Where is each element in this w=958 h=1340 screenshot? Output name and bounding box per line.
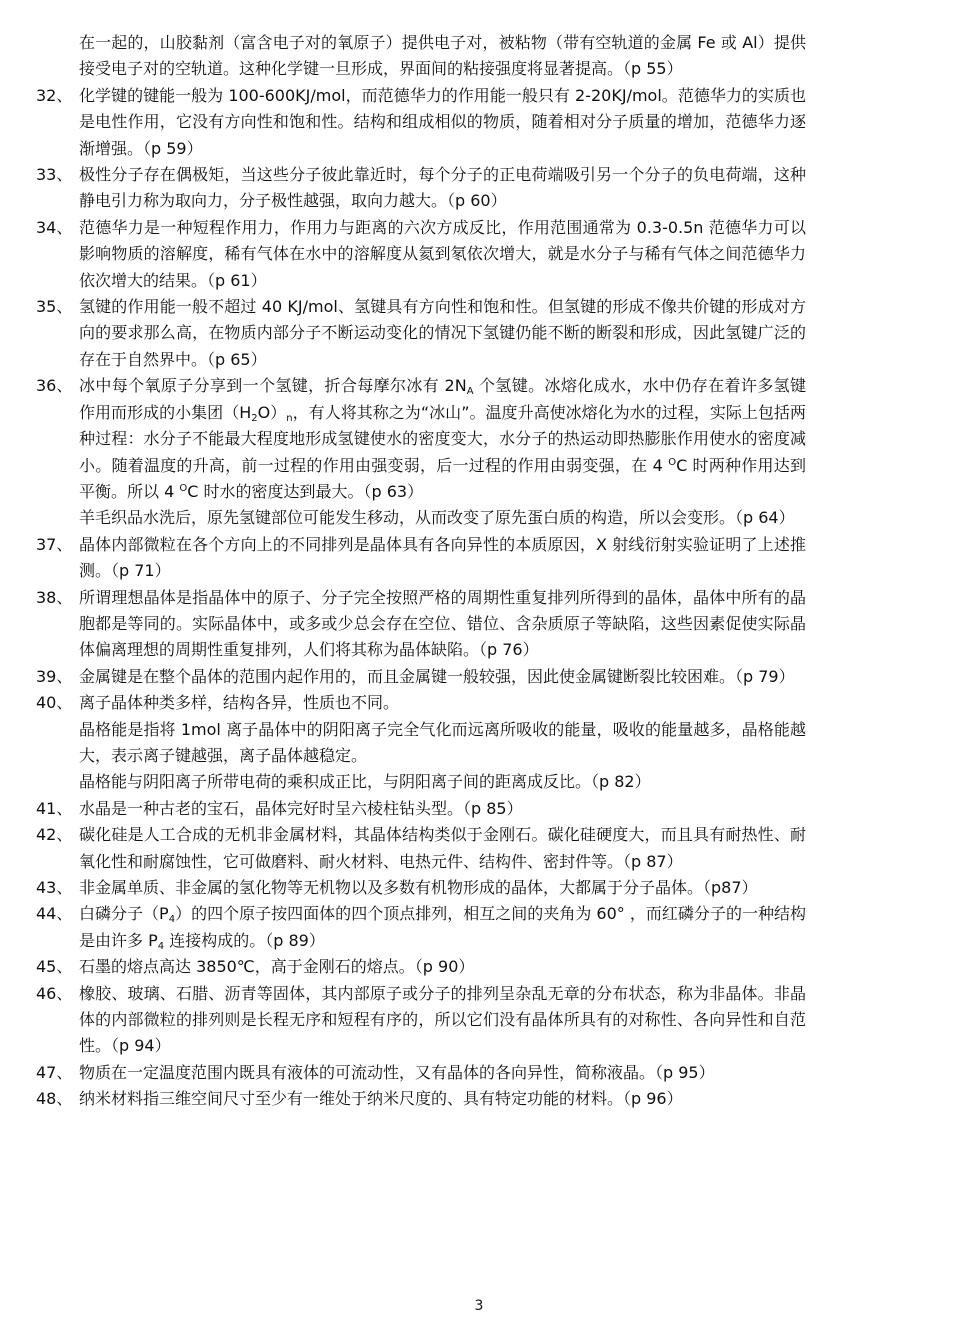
item-text: 石墨的熔点高达 3850℃，高于金刚石的熔点。（p 90）: [79, 957, 475, 977]
item-text: 非金属单质、非金属的氢化物等无机物以及多数有机物形成的晶体，大都属于分子晶体。（p87）: [79, 878, 758, 897]
text-run: ）的四个原子按四面体的四个顶点排列，相互之间的夹角为 60° ，而红磷分子的一种结构是由许多 P: [79, 904, 806, 950]
item-text: 物质在一定温度范围内既具有液体的可流动性，又有晶体的各向异性，简称液晶。（p 95）: [79, 1062, 715, 1082]
list-item-38: [36, 585, 806, 664]
item-subparagraph: 晶格能与阴阳离子所带电荷的乘积成正比，与阴阳离子间的距离成反比。（p 82）: [79, 772, 651, 792]
text-run: C 时水的密度达到最大。（p 63）: [187, 481, 424, 501]
item-text: 晶体内部微粒在各个方向上的不同排列是晶体具有各向异性的本质原因，X 射线衍射实验证明了上述推测。（p 71）: [79, 534, 806, 581]
item-text: 化学键的键能一般为 100-600KJ/mol，而范德华力的作用能一般只有 2-20KJ/mol。范德华力的实质也是电性作用，它没有方向性和饱和性。结构和组成相似的物质，随着相对分子质量的增加，范德华力逐渐增强。（p 59）: [79, 85, 806, 158]
list-item-34: [36, 215, 806, 294]
item-number: 33、: [36, 165, 73, 185]
item-paragraph: 离子晶体种类多样，结构各异，性质也不同。: [79, 693, 400, 713]
item-text: 氢键的作用能一般不超过 40 KJ/mol、氢键具有方向性和饱和性。但氢键的形成不像共价键的形成对方向的要求那么高，在物质内部分子不断运动变化的情况下氢键仍能不断的断裂和形成，因此氢键广泛的存在于自然界中。（p 65）: [79, 297, 806, 369]
superscript: O: [179, 482, 188, 494]
list-item-44: [36, 901, 806, 954]
list-item-33: [36, 162, 806, 215]
text-run: O）: [257, 402, 287, 422]
list-item-36: [36, 373, 806, 531]
text-run: 白磷分子（P: [79, 904, 169, 924]
item-text: [79, 373, 806, 531]
item-number: 39、: [36, 666, 73, 686]
item-text: 范德华力是一种短程作用力，作用力与距离的六次方成反比，作用范围通常为 0.3-0.5n 范德华力可以影响物质的溶解度，稀有气体在水中的溶解度从氦到氡依次增大，就是水分子与稀有气体之间范德华力依次增大的结果。（p 61）: [79, 217, 806, 290]
item-subparagraph: 晶格能是指将 1mol 离子晶体中的阴阳离子完全气化而远离所吸收的能量，吸收的能量越多，晶格能越大，表示离子键越强，离子晶体越稳定。: [79, 719, 806, 765]
list-item-41: [36, 796, 806, 822]
item-number: 47、: [36, 1062, 73, 1082]
page-content: [36, 30, 806, 1113]
item-number: 45、: [36, 957, 73, 977]
item-number: 32、: [36, 85, 73, 105]
item-number: 34、: [36, 217, 73, 237]
item-number: 35、: [36, 297, 73, 317]
list-item-42: [36, 822, 806, 875]
text-run: 个氢键。冰熔化成水，水中仍存在着许多氢键作用而形成的小集团（H: [79, 376, 806, 422]
item-number: 46、: [36, 983, 73, 1003]
item-text: 水晶是一种古老的宝石，晶体完好时呈六棱柱钻头型。（p 85）: [79, 798, 523, 818]
item-number: 41、: [36, 798, 73, 818]
item-text: [79, 690, 806, 796]
list-item-39: [36, 664, 806, 690]
subscript: 4: [157, 940, 165, 952]
page-number: 3: [474, 1298, 484, 1314]
list-item-32: [36, 83, 806, 162]
item-text: 所谓理想晶体是指晶体中的原子、分子完全按照严格的周期性重复排列所得到的晶体，晶体中所有的晶胞都是等同的。实际晶体中，或多或少总会存在空位、错位、含杂质原子等缺陷，这些因素促使实际晶体偏离理想的周期性重复排列，人们将其称为晶体缺陷。（p 76）: [79, 587, 806, 660]
list-item-47: [36, 1060, 806, 1086]
item-number: 48、: [36, 1089, 73, 1109]
item-text: 极性分子存在偶极矩，当这些分子彼此靠近时，每个分子的正电荷端吸引另一个分子的负电荷端，这种静电引力称为取向力，分子极性越强，取向力越大。（p 60）: [79, 165, 806, 211]
item-text: 纳米材料指三维空间尺寸至少有一维处于纳米尺度的、具有特定功能的材料。（p 96）: [79, 1089, 683, 1109]
list-item-37: [36, 532, 806, 585]
item-text: 橡胶、玻璃、石腊、沥青等固体，其内部原子或分子的排列呈杂乱无章的分布状态，称为非晶体。非晶体的内部微粒的排列则是长程无序和短程有序的，所以它们没有晶体所具有的对称性、各向异性和自范性。（p 94）: [79, 983, 806, 1056]
item-paragraph: [79, 373, 806, 505]
item-number: 38、: [36, 587, 73, 607]
item-number: 44、: [36, 904, 73, 924]
list-item-35: [36, 294, 806, 373]
subscript: n: [286, 412, 293, 424]
item-number: 36、: [36, 376, 73, 396]
item-subparagraph: 羊毛织品水洗后，原先氢键部位可能发生移动，从而改变了原先蛋白质的构造，所以会变形。（p 64）: [79, 508, 795, 528]
subscript: 2: [251, 412, 258, 424]
intro-paragraph: 在一起的，山胶黏剂（富含电子对的氧原子）提供电子对，被粘物（带有空轨道的金属 Fe 或 Al）提供接受电子对的空轨道。这种化学键一旦形成，界面间的粘接强度将显著提高。（p 55）: [79, 33, 806, 79]
item-number: 42、: [36, 825, 73, 845]
text-run: 连接构成的。（p 89）: [164, 930, 325, 950]
list-item-46: [36, 981, 806, 1060]
item-number: 43、: [36, 878, 73, 897]
subscript: 4: [168, 914, 176, 926]
list-item-40: [36, 690, 806, 796]
subscript: A: [466, 386, 474, 398]
list-item-45: [36, 954, 806, 980]
list-item-43: [36, 875, 806, 901]
text-run: 冰中每个氧原子分享到一个氢键，折合每摩尔冰有 2N: [79, 376, 467, 396]
item-number: 40、: [36, 693, 73, 713]
list-item-48: [36, 1086, 806, 1112]
superscript: O: [668, 456, 677, 468]
item-text: [79, 901, 806, 954]
item-text: 碳化硅是人工合成的无机非金属材料，其晶体结构类似于金刚石。碳化硅硬度大，而且具有耐热性、耐氧化性和耐腐蚀性，它可做磨料、耐火材料、电热元件、结构件、密封件等。（p 87）: [79, 825, 806, 871]
text-run: ，有人将其称之为“冰山”。温度升高使冰熔化为水的过程，实际上包括两种过程：水分子不能最大程度地形成氢键使水的密度变大，水分子的热运动即热膨胀作用使水的密度减小。随着温度的升高，前一过程的作用由强变弱，后一过程的作用由弱变强，在 4: [79, 402, 806, 475]
item-text: 金属键是在整个晶体的范围内起作用的，而且金属键一般较强，因此使金属键断裂比较困难。（p 79）: [79, 666, 795, 686]
text-run: C 时两种作用达到平衡。所以 4: [79, 455, 806, 501]
item-number: 37、: [36, 534, 73, 554]
